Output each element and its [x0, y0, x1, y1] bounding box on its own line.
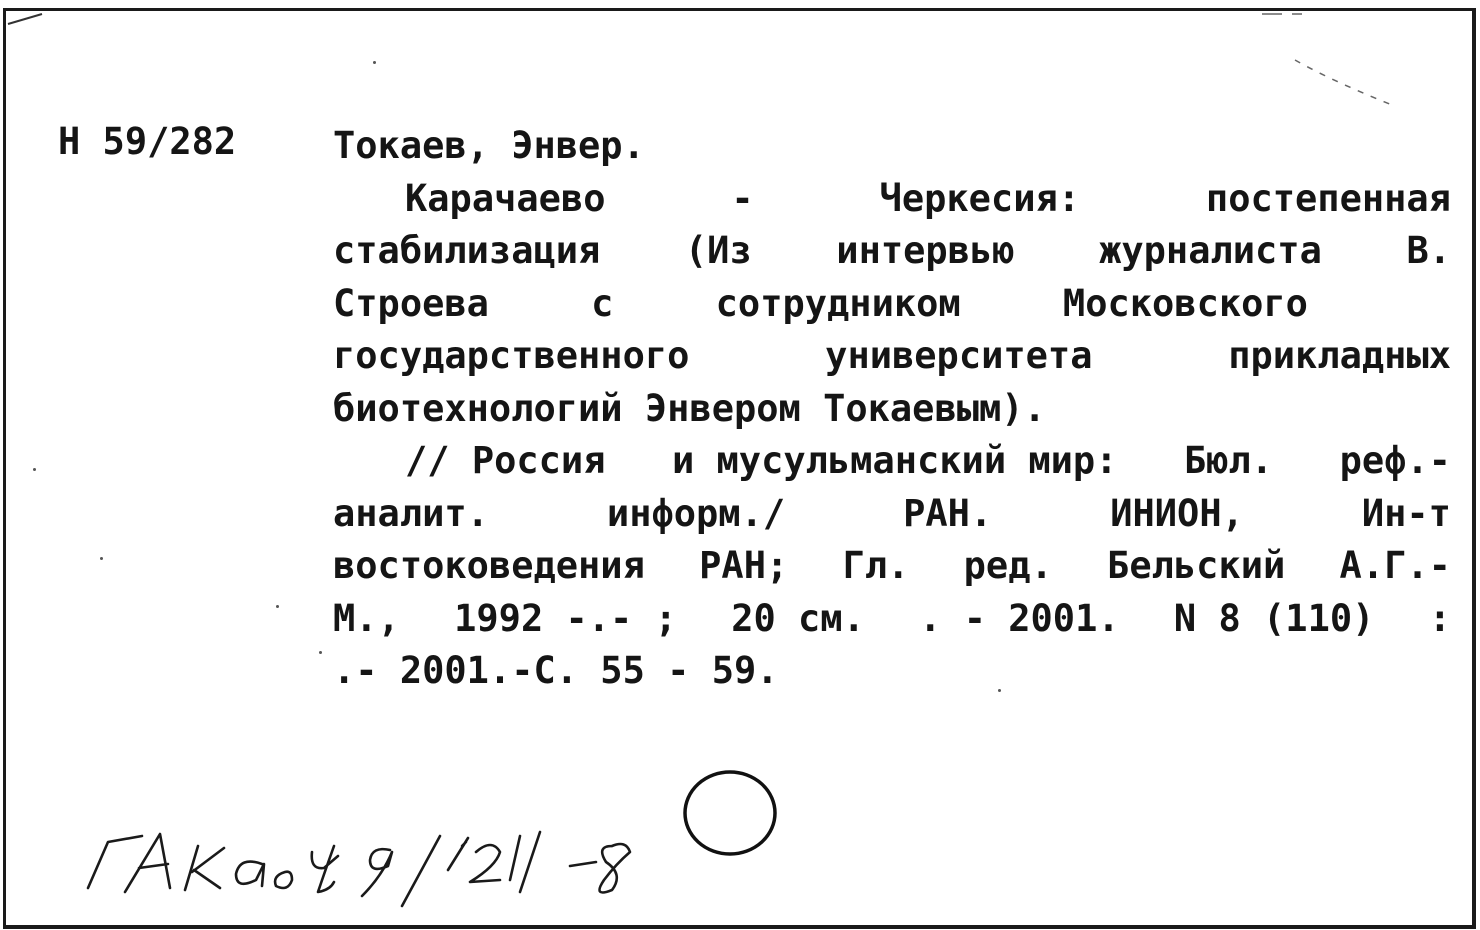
source-line: М., 1992 -.- ; 20 см. . - 2001. N 8 (110) : [333, 596, 1451, 640]
speck [373, 61, 376, 64]
source-line: .- 2001.-С. 55 - 59. [333, 649, 779, 692]
call-number: Н 59/282 [58, 120, 237, 163]
title-line: Карачаево - Черкесия: постепенная [405, 176, 1451, 220]
title-line: Строева с сотрудником Московского [333, 281, 1308, 325]
speck [276, 605, 279, 608]
title-line: государственного университета прикладных [333, 334, 1451, 377]
speck [33, 468, 36, 471]
bibliographic-entry [333, 120, 1451, 698]
title-line: стабилизация (Из интервью журналиста В. [333, 229, 1451, 272]
speck [100, 557, 103, 560]
author-line: Токаев, Энвер. [333, 124, 645, 167]
title-line: биотехнологий Энвером Токаевым). [333, 386, 1046, 430]
speck [998, 689, 1001, 692]
speck [319, 651, 322, 654]
source-line: // Россия и мусульманский мир: Бюл. реф.- [405, 439, 1451, 482]
source-line: аналит. информ./ РАН. ИНИОН, Ин-т [333, 491, 1451, 535]
source-line: востоковедения РАН; Гл. ред. Бельский А.Г.- [333, 544, 1451, 587]
